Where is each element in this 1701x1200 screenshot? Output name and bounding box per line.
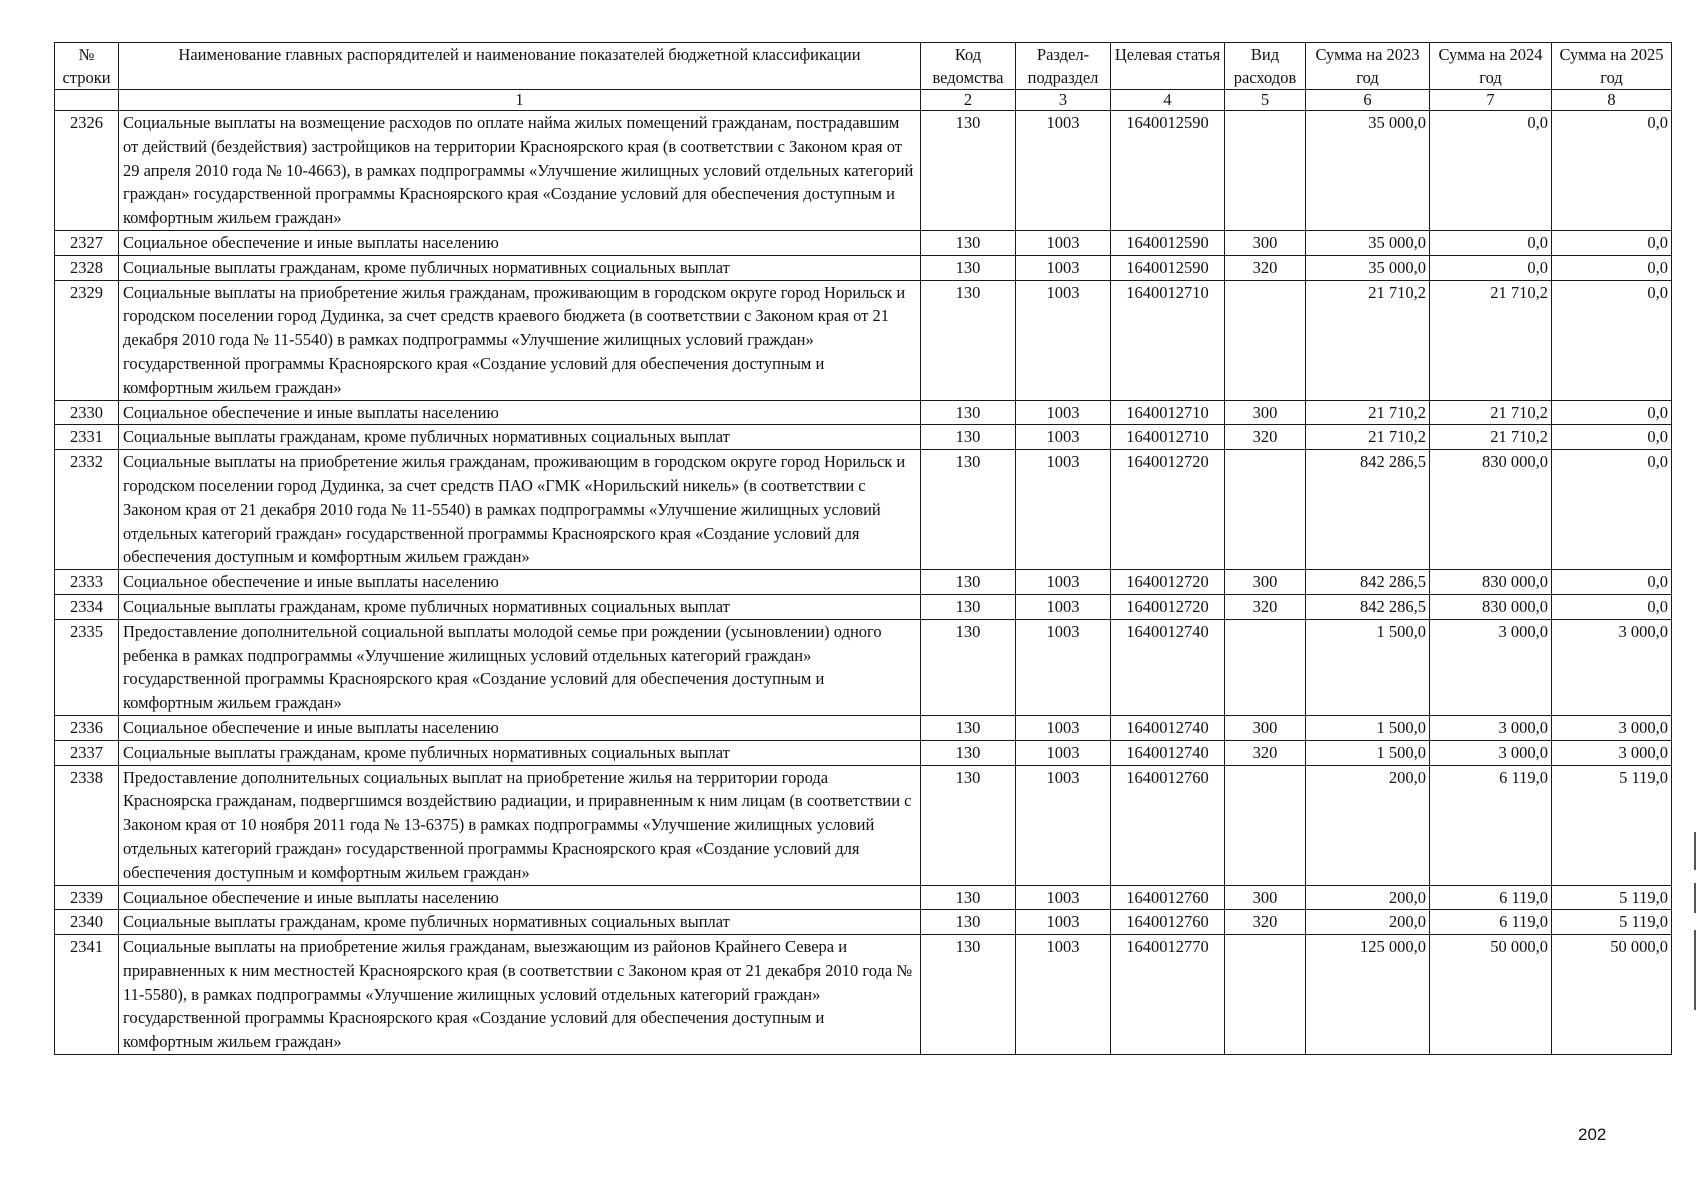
header-name: Наименование главных распорядителей и наименование показателей бюджетной классификации: [119, 43, 921, 90]
expense-type-code: 300: [1225, 885, 1306, 910]
sum-2024: 0,0: [1430, 111, 1552, 231]
target-item-code: 1640012590: [1111, 230, 1225, 255]
target-item-code: 1640012760: [1111, 910, 1225, 935]
header-sum-2023: Сумма на 2023 год: [1306, 43, 1430, 90]
row-number: 2332: [55, 450, 119, 570]
sum-2024: 3 000,0: [1430, 619, 1552, 715]
column-number: 6: [1306, 90, 1430, 111]
section-code: 1003: [1016, 935, 1111, 1055]
sum-2025: 3 000,0: [1552, 619, 1672, 715]
sum-2023: 125 000,0: [1306, 935, 1430, 1055]
row-number: 2338: [55, 765, 119, 885]
column-number: 1: [119, 90, 921, 111]
column-number: 8: [1552, 90, 1672, 111]
sum-2025: 5 119,0: [1552, 910, 1672, 935]
department-code: 130: [921, 570, 1016, 595]
sum-2023: 35 000,0: [1306, 230, 1430, 255]
sum-2024: 3 000,0: [1430, 740, 1552, 765]
sum-2023: 35 000,0: [1306, 111, 1430, 231]
row-name: Социальные выплаты на возмещение расходов по оплате найма жилых помещений гражданам, пострадавшим от действий (бездействия) застройщиков на территории Красноярского края (в соответствии с Законом края от 29 апреля 2010 года № 10-4663), в рамках подпрограммы «Улучшение жилищных условий отдельных категорий граждан» государственной программы Красноярского края «Создание условий для обеспечения доступным и комфортным жильем граждан»: [119, 111, 921, 231]
row-name: Социальное обеспечение и иные выплаты населению: [119, 885, 921, 910]
department-code: 130: [921, 255, 1016, 280]
budget-table: [54, 42, 1672, 1055]
row-name: Социальные выплаты гражданам, кроме публичных нормативных социальных выплат: [119, 425, 921, 450]
department-code: 130: [921, 594, 1016, 619]
page-number: 202: [1578, 1125, 1607, 1144]
header-sum-2025: Сумма на 2025 год: [1552, 43, 1672, 90]
row-name: Социальные выплаты гражданам, кроме публичных нормативных социальных выплат: [119, 594, 921, 619]
table-row: [55, 910, 1672, 935]
target-item-code: 1640012710: [1111, 425, 1225, 450]
table-row: [55, 935, 1672, 1055]
binding-mark: [1694, 832, 1696, 870]
table-row: [55, 594, 1672, 619]
sum-2024: 3 000,0: [1430, 715, 1552, 740]
section-code: 1003: [1016, 425, 1111, 450]
section-code: 1003: [1016, 885, 1111, 910]
column-number: 3: [1016, 90, 1111, 111]
row-number: 2339: [55, 885, 119, 910]
sum-2024: 21 710,2: [1430, 425, 1552, 450]
table-row: [55, 570, 1672, 595]
target-item-code: 1640012720: [1111, 570, 1225, 595]
department-code: 130: [921, 400, 1016, 425]
column-number-blank: [55, 90, 119, 111]
sum-2024: 6 119,0: [1430, 910, 1552, 935]
row-name: Социальное обеспечение и иные выплаты населению: [119, 230, 921, 255]
expense-type-code: [1225, 450, 1306, 570]
sum-2024: 6 119,0: [1430, 765, 1552, 885]
row-number: 2336: [55, 715, 119, 740]
section-code: 1003: [1016, 740, 1111, 765]
sum-2025: 5 119,0: [1552, 765, 1672, 885]
sum-2023: 200,0: [1306, 885, 1430, 910]
table-row: [55, 255, 1672, 280]
row-name: Социальные выплаты на приобретение жилья гражданам, выезжающим из районов Крайнего Севера и приравненных к ним местностей Красноярского края (в соответствии с Законом края от 21 декабря 2010 года № 11-5580), в рамках подпрограммы «Улучшение жилищных условий отдельных категорий граждан» государственной программы Красноярского края «Создание условий для обеспечения доступным и комфортным жильем граждан»: [119, 935, 921, 1055]
header-section: Раздел-подраздел: [1016, 43, 1111, 90]
target-item-code: 1640012710: [1111, 280, 1225, 400]
sum-2023: 200,0: [1306, 910, 1430, 935]
expense-type-code: [1225, 280, 1306, 400]
target-item-code: 1640012720: [1111, 594, 1225, 619]
target-item-code: 1640012590: [1111, 255, 1225, 280]
section-code: 1003: [1016, 715, 1111, 740]
table-row: [55, 400, 1672, 425]
sum-2024: 50 000,0: [1430, 935, 1552, 1055]
row-number: 2337: [55, 740, 119, 765]
section-code: 1003: [1016, 255, 1111, 280]
table-row: [55, 765, 1672, 885]
row-name: Социальное обеспечение и иные выплаты населению: [119, 715, 921, 740]
sum-2025: 0,0: [1552, 230, 1672, 255]
section-code: 1003: [1016, 400, 1111, 425]
row-name: Социальные выплаты гражданам, кроме публичных нормативных социальных выплат: [119, 255, 921, 280]
row-name: Социальное обеспечение и иные выплаты населению: [119, 570, 921, 595]
sum-2024: 21 710,2: [1430, 400, 1552, 425]
table-row: [55, 619, 1672, 715]
header-sum-2024: Сумма на 2024 год: [1430, 43, 1552, 90]
sum-2024: 830 000,0: [1430, 450, 1552, 570]
sum-2025: 0,0: [1552, 400, 1672, 425]
target-item-code: 1640012720: [1111, 450, 1225, 570]
sum-2023: 21 710,2: [1306, 280, 1430, 400]
table-row: [55, 740, 1672, 765]
expense-type-code: 300: [1225, 570, 1306, 595]
expense-type-code: 300: [1225, 230, 1306, 255]
table-row: [55, 111, 1672, 231]
expense-type-code: 320: [1225, 425, 1306, 450]
sum-2025: 0,0: [1552, 255, 1672, 280]
target-item-code: 1640012740: [1111, 715, 1225, 740]
table-row: [55, 450, 1672, 570]
sum-2023: 21 710,2: [1306, 425, 1430, 450]
table-row: [55, 425, 1672, 450]
sum-2024: 0,0: [1430, 230, 1552, 255]
row-name: Социальные выплаты на приобретение жилья гражданам, проживающим в городском округе город Норильск и городском поселении город Дудинка, за счет средств ПАО «ГМК «Норильский никель» (в соответствии с Законом края от 21 декабря 2010 года № 11-5540) в рамках подпрограммы «Улучшение жилищных условий отдельных категорий граждан» государственной программы Красноярского края «Создание условий для обеспечения доступным и комфортным жильем граждан»: [119, 450, 921, 570]
target-item-code: 1640012590: [1111, 111, 1225, 231]
sum-2025: 5 119,0: [1552, 885, 1672, 910]
row-name: Социальные выплаты гражданам, кроме публичных нормативных социальных выплат: [119, 740, 921, 765]
table-row: [55, 885, 1672, 910]
expense-type-code: [1225, 765, 1306, 885]
section-code: 1003: [1016, 280, 1111, 400]
table-body: [55, 111, 1672, 1055]
row-number: 2331: [55, 425, 119, 450]
sum-2024: 830 000,0: [1430, 594, 1552, 619]
sum-2023: 1 500,0: [1306, 740, 1430, 765]
department-code: 130: [921, 740, 1016, 765]
department-code: 130: [921, 619, 1016, 715]
row-number: 2341: [55, 935, 119, 1055]
header-expense-type: Вид расходов: [1225, 43, 1306, 90]
department-code: 130: [921, 425, 1016, 450]
department-code: 130: [921, 111, 1016, 231]
section-code: 1003: [1016, 765, 1111, 885]
target-item-code: 1640012770: [1111, 935, 1225, 1055]
target-item-code: 1640012740: [1111, 619, 1225, 715]
sum-2025: 50 000,0: [1552, 935, 1672, 1055]
sum-2023: 35 000,0: [1306, 255, 1430, 280]
row-name: Предоставление дополнительных социальных выплат на приобретение жилья на территории города Красноярска гражданам, подвергшимся воздействию радиации, и приравненным к ним лицам (в соответствии с Законом края от 10 ноября 2011 года № 13-6375) в рамках подпрограммы «Улучшение жилищных условий отдельных категорий граждан» государственной программы Красноярского края «Создание условий для обеспечения доступным и комфортным жильем граждан»: [119, 765, 921, 885]
expense-type-code: [1225, 935, 1306, 1055]
department-code: 130: [921, 935, 1016, 1055]
binding-mark: [1694, 883, 1696, 913]
sum-2024: 21 710,2: [1430, 280, 1552, 400]
column-numbers-row: [55, 90, 1672, 111]
sum-2025: 0,0: [1552, 425, 1672, 450]
binding-mark: [1694, 930, 1696, 1010]
expense-type-code: [1225, 111, 1306, 231]
row-number: 2327: [55, 230, 119, 255]
department-code: 130: [921, 715, 1016, 740]
sum-2024: 830 000,0: [1430, 570, 1552, 595]
department-code: 130: [921, 885, 1016, 910]
department-code: 130: [921, 450, 1016, 570]
row-number: 2340: [55, 910, 119, 935]
table-row: [55, 280, 1672, 400]
expense-type-code: 320: [1225, 594, 1306, 619]
target-item-code: 1640012710: [1111, 400, 1225, 425]
sum-2023: 1 500,0: [1306, 619, 1430, 715]
sum-2023: 1 500,0: [1306, 715, 1430, 740]
section-code: 1003: [1016, 230, 1111, 255]
department-code: 130: [921, 765, 1016, 885]
sum-2025: 3 000,0: [1552, 715, 1672, 740]
table-row: [55, 715, 1672, 740]
sum-2025: 0,0: [1552, 111, 1672, 231]
expense-type-code: 320: [1225, 910, 1306, 935]
column-number: 5: [1225, 90, 1306, 111]
row-number: 2328: [55, 255, 119, 280]
expense-type-code: 320: [1225, 255, 1306, 280]
header-target-item: Целевая статья: [1111, 43, 1225, 90]
sum-2023: 842 286,5: [1306, 450, 1430, 570]
section-code: 1003: [1016, 594, 1111, 619]
section-code: 1003: [1016, 570, 1111, 595]
row-name: Предоставление дополнительной социальной выплаты молодой семье при рождении (усыновлении) одного ребенка в рамках подпрограммы «Улучшение жилищных условий отдельных категорий граждан» государственной программы Красноярского края «Создание условий для обеспечения доступным и комфортным жильем граждан»: [119, 619, 921, 715]
sum-2024: 6 119,0: [1430, 885, 1552, 910]
expense-type-code: 300: [1225, 715, 1306, 740]
sum-2025: 3 000,0: [1552, 740, 1672, 765]
row-number: 2326: [55, 111, 119, 231]
expense-type-code: 320: [1225, 740, 1306, 765]
row-name: Социальные выплаты гражданам, кроме публичных нормативных социальных выплат: [119, 910, 921, 935]
sum-2023: 842 286,5: [1306, 594, 1430, 619]
target-item-code: 1640012760: [1111, 885, 1225, 910]
department-code: 130: [921, 230, 1016, 255]
column-number: 2: [921, 90, 1016, 111]
sum-2025: 0,0: [1552, 280, 1672, 400]
department-code: 130: [921, 910, 1016, 935]
section-code: 1003: [1016, 910, 1111, 935]
sum-2023: 200,0: [1306, 765, 1430, 885]
column-number: 7: [1430, 90, 1552, 111]
target-item-code: 1640012760: [1111, 765, 1225, 885]
section-code: 1003: [1016, 619, 1111, 715]
row-number: 2329: [55, 280, 119, 400]
row-number: 2330: [55, 400, 119, 425]
section-code: 1003: [1016, 450, 1111, 570]
sum-2023: 842 286,5: [1306, 570, 1430, 595]
row-name: Социальные выплаты на приобретение жилья гражданам, проживающим в городском округе город Норильск и городском поселении город Дудинка, за счет средств краевого бюджета (в соответствии с Законом края от 21 декабря 2010 года № 11-5540) в рамках подпрограммы «Улучшение жилищных условий граждан» государственной программы Красноярского края «Создание условий для обеспечения доступным и комфортным жильем граждан»: [119, 280, 921, 400]
department-code: 130: [921, 280, 1016, 400]
sum-2025: 0,0: [1552, 570, 1672, 595]
table-row: [55, 230, 1672, 255]
expense-type-code: 300: [1225, 400, 1306, 425]
section-code: 1003: [1016, 111, 1111, 231]
column-number: 4: [1111, 90, 1225, 111]
target-item-code: 1640012740: [1111, 740, 1225, 765]
sum-2025: 0,0: [1552, 594, 1672, 619]
sum-2023: 21 710,2: [1306, 400, 1430, 425]
row-number: 2333: [55, 570, 119, 595]
row-name: Социальное обеспечение и иные выплаты населению: [119, 400, 921, 425]
row-number: 2335: [55, 619, 119, 715]
sum-2025: 0,0: [1552, 450, 1672, 570]
sum-2024: 0,0: [1430, 255, 1552, 280]
row-number: 2334: [55, 594, 119, 619]
expense-type-code: [1225, 619, 1306, 715]
header-row-number: № строки: [55, 43, 119, 90]
header-row: [55, 43, 1672, 90]
header-department-code: Код ведомства: [921, 43, 1016, 90]
